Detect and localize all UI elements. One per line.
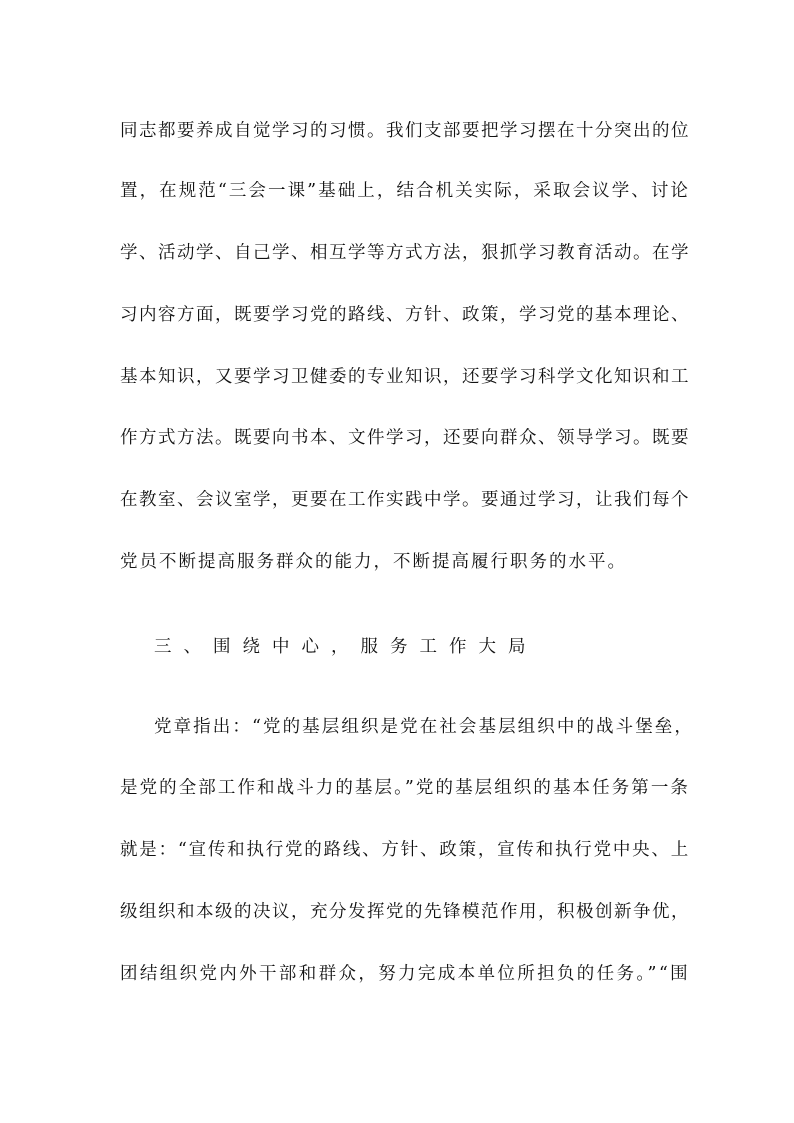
section-heading: 三、围绕中心，服务工作大局	[154, 637, 538, 657]
text-line: 置，在规范“三会一课”基础上，结合机关实际，采取会议学、讨论	[120, 181, 690, 201]
text-line: 团结组织党内外干部和群众，努力完成本单位所担负的任务。”“围	[120, 964, 690, 984]
text-line: 在教室、会议室学，更要在工作实践中学。要通过学习，让我们每个	[120, 490, 690, 510]
text-line: 是党的全部工作和战斗力的基层。”党的基层组织的基本任务第一条	[120, 778, 690, 798]
text-line: 作方式方法。既要向书本、文件学习，还要向群众、领导学习。既要	[120, 428, 690, 448]
text-line: 同志都要养成自觉学习的习惯。我们支部要把学习摆在十分突出的位	[120, 121, 690, 141]
text-line: 基本知识，又要学习卫健委的专业知识，还要学习科学文化知识和工	[120, 367, 690, 387]
text-line: 就是：“宣传和执行党的路线、方针、政策，宣传和执行党中央、上	[120, 840, 690, 860]
text-line: 党章指出：“党的基层组织是党在社会基层组织中的战斗堡垒，	[154, 717, 694, 737]
text-line: 学、活动学、自己学、相互学等方式方法，狠抓学习教育活动。在学	[120, 243, 690, 263]
text-line: 习内容方面，既要学习党的路线、方针、政策，学习党的基本理论、	[120, 305, 690, 325]
text-line: 党员不断提高服务群众的能力，不断提高履行职务的水平。	[120, 552, 627, 572]
text-line: 级组织和本级的决议，充分发挥党的先锋模范作用，积极创新争优，	[120, 902, 690, 922]
